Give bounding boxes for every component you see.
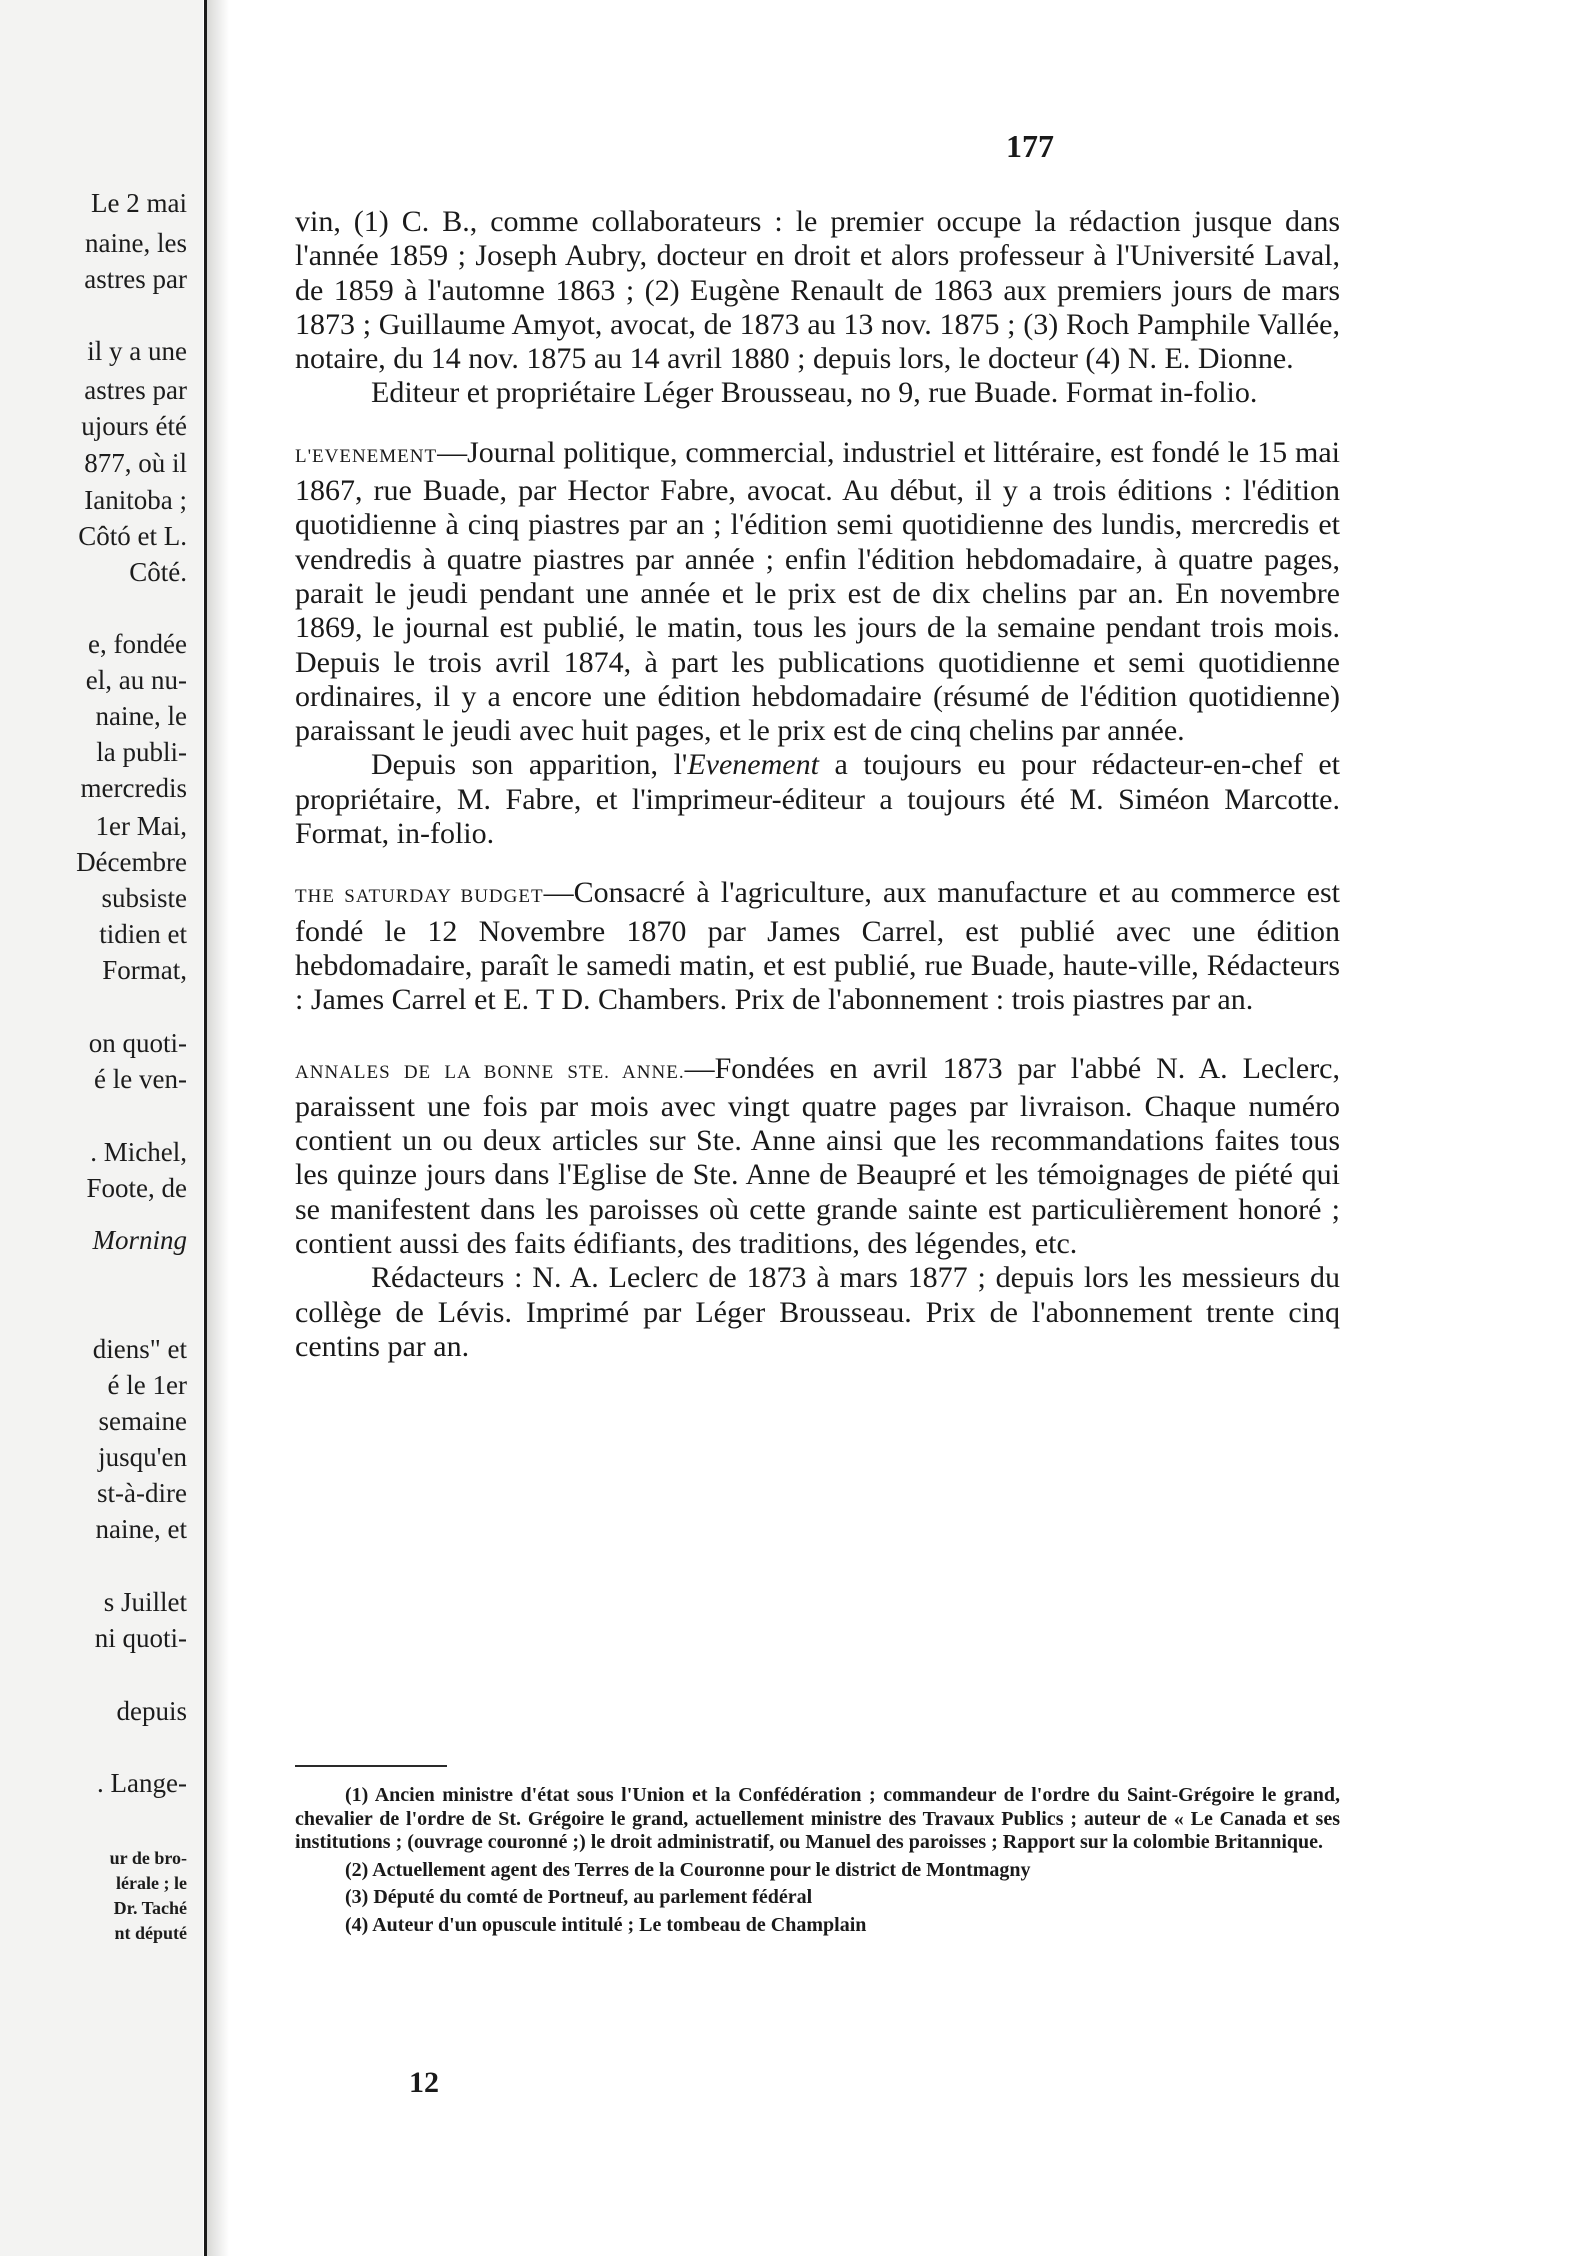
left-page-line: naine, les bbox=[85, 228, 187, 258]
left-page-line: il y a une bbox=[87, 336, 187, 366]
book-page bbox=[229, 0, 1592, 2256]
left-page-line: astres par bbox=[84, 375, 187, 405]
left-page-footnote-line: Dr. Taché bbox=[113, 1898, 187, 1918]
left-page-line: é le ven- bbox=[94, 1064, 187, 1094]
left-page-line: . Michel, bbox=[90, 1137, 187, 1167]
evenement-editors-text-1: Depuis son apparition, l' bbox=[371, 748, 688, 782]
paragraph-annales bbox=[295, 1052, 1340, 1262]
left-page-line: ni quoti- bbox=[94, 1623, 187, 1653]
left-page-line: Format, bbox=[102, 955, 187, 985]
evenement-editors-text-2: a toujours eu pour rédacteur-en-chef et propriétaire, M. Fabre, et l'imprimeur-éditeur a toujours été M. Siméon Marcotte. Format, in-folio. bbox=[295, 748, 1341, 851]
left-page-line: on quoti- bbox=[88, 1028, 187, 1058]
left-page-footnote-line: lérale ; le bbox=[116, 1873, 187, 1893]
left-page-line: jusqu'en bbox=[98, 1442, 187, 1472]
paragraph-publisher: Editeur et propriétaire Léger Brousseau, no 9, rue Buade. Format in-folio. bbox=[371, 376, 1258, 410]
footnote-1: (1) Ancien ministre d'état sous l'Union et la Confédération ; commandeur de l'ordre du Saint-Grégoire le grand, chevalier de l'ordre de St. Grégoire le grand, actuellement ministre des Travaux Publics ; auteur de « Le Canada et ses institutions ; (ouvrage couronné ;) le droit administratif, ou Manuel des paroisses ; Rapport sur la colombie Britannique. bbox=[295, 1784, 1340, 1853]
left-page-line: naine, et bbox=[95, 1514, 187, 1544]
left-page-line: mercredis bbox=[80, 773, 187, 803]
left-page-line: tidien et bbox=[99, 919, 187, 949]
annales-text: —Fondées en avril 1873 par l'abbé N. A. Leclerc, paraissent une fois par mois avec vingt quatre pages par livraison. Chaque numéro contient un ou deux articles sur Ste. Anne ainsi que les recommandations faites tous les quinze jours dans l'Eglise de Ste. Anne de Beaupré et les témoignages de piété qui se manifestent dans les paroisses où cette grande sainte est particulièrement honoré ; contient aussi des faits édifiants, des traditions, des légendes, etc. bbox=[295, 1051, 1340, 1261]
evenement-text: —Journal politique, commercial, industriel et littéraire, est fondé le 15 mai 1867, rue Buade, par Hector Fabre, avocat. Au début, il y a trois éditions : l'édition quotidienne à cinq piastres par an ; l'édition semi quotidienne des lundis, mercredis et vendredis à quatre piastres par année ; enfin l'édition hebdomadaire, à quatre pages, parait le jeudi pendant une année et le prix est de dix chelins par an. En novembre 1869, le journal est publié, le matin, tous les jours de la semaine pendant trois mois. Depuis le trois avril 1874, à part les publications quotidienne et semi quotidienne ordinaires, il y a encore une édition hebdomadaire (résumé de l'édition quotidienne) paraissant le jeudi avec huit pages, et le prix est de cinq chelins par année. bbox=[295, 435, 1340, 748]
left-page-line: semaine bbox=[98, 1406, 187, 1436]
page-gutter-shadow bbox=[207, 0, 229, 2256]
left-page-line: Morning bbox=[92, 1225, 187, 1255]
left-page-line: . Lange- bbox=[97, 1768, 187, 1798]
footnotes bbox=[295, 1784, 1340, 1941]
heading-evenement: L'EVENEMENT bbox=[295, 445, 438, 467]
left-page-line: é le 1er bbox=[107, 1370, 187, 1400]
paragraph-evenement bbox=[295, 436, 1340, 749]
left-page-line: e, fondée bbox=[88, 629, 187, 659]
left-page-line: naine, le bbox=[95, 701, 187, 731]
footnote-2: (2) Actuellement agent des Terres de la Couronne pour le district de Montmagny bbox=[345, 1858, 1031, 1881]
left-page-line: Le 2 mai bbox=[91, 188, 187, 218]
left-page-line: astres par bbox=[84, 264, 187, 294]
heading-annales: ANNALES DE LA BONNE STE. ANNE. bbox=[295, 1061, 685, 1083]
paragraph-annales-editors: Rédacteurs : N. A. Leclerc de 1873 à mars 1877 ; depuis lors les messieurs du collège de Lévis. Imprimé par Léger Brousseau. Prix de l'abonnement trente cinq centins par an. bbox=[295, 1261, 1340, 1363]
paragraph-saturday-budget bbox=[295, 876, 1340, 1017]
left-page-line: s Juillet bbox=[103, 1587, 187, 1617]
evenement-title-italic: Evenement bbox=[687, 748, 819, 782]
left-page-line: Décembre bbox=[76, 847, 187, 877]
left-page-line: depuis bbox=[116, 1696, 187, 1726]
paragraph-evenement-editors bbox=[295, 748, 1340, 851]
left-page-line: 877, où il bbox=[84, 448, 187, 478]
left-page-line: 1er Mai, bbox=[95, 811, 187, 841]
left-page-line: el, au nu- bbox=[85, 665, 187, 695]
saturday-budget-text: —Consacré à l'agriculture, aux manufacture et au commerce est fondé le 12 Novembre 1870 par James Carrel, est publié avec une édition hebdomadaire, paraît le samedi matin, et est publié, rue Buade, haute-ville, Rédacteurs : James Carrel et E. T D. Chambers. Prix de l'abonnement : trois piastres par an. bbox=[295, 876, 1340, 1017]
left-page-line: subsiste bbox=[101, 883, 187, 913]
left-page-line: Ianitoba ; bbox=[84, 485, 187, 515]
footnote-rule bbox=[295, 1765, 447, 1767]
heading-saturday-budget: THE SATURDAY BUDGET bbox=[295, 886, 544, 908]
signature-mark: 12 bbox=[409, 2066, 439, 2099]
left-page-line: la publi- bbox=[96, 737, 187, 767]
adjacent-page-fragment bbox=[0, 0, 203, 2256]
page-number: 177 bbox=[1006, 128, 1054, 164]
left-page-line: Foote, de bbox=[86, 1173, 187, 1203]
footnote-3: (3) Député du comté de Portneuf, au parlement fédéral bbox=[345, 1886, 813, 1908]
footnote-4: (4) Auteur d'un opuscule intitulé ; Le tombeau de Champlain bbox=[345, 1913, 867, 1936]
left-page-line: diens" et bbox=[92, 1334, 187, 1364]
page-body bbox=[295, 205, 1340, 1364]
left-page-line: st-à-dire bbox=[97, 1478, 187, 1508]
left-page-line: Côtó et L. bbox=[78, 521, 187, 551]
paragraph-collaborators: vin, (1) C. B., comme collaborateurs : le premier occupe la rédaction jusque dans l'année 1859 ; Joseph Aubry, docteur en droit et alors professeur à l'Université Laval, de 1859 à l'automne 1863 ; (2) Eugène Renault de 1863 aux premiers jours de mars 1873 ; Guillaume Amyot, avocat, de 1873 au 13 nov. 1875 ; (3) Roch Pamphile Vallée, notaire, du 14 nov. 1875 au 14 avril 1880 ; depuis lors, le docteur (4) N. E. Dionne. bbox=[295, 205, 1340, 376]
left-page-line: ujours été bbox=[81, 411, 187, 441]
left-page-line: Côté. bbox=[129, 557, 187, 587]
left-page-footnote-line: nt député bbox=[114, 1923, 187, 1943]
left-page-footnote-line: ur de bro- bbox=[109, 1848, 187, 1868]
